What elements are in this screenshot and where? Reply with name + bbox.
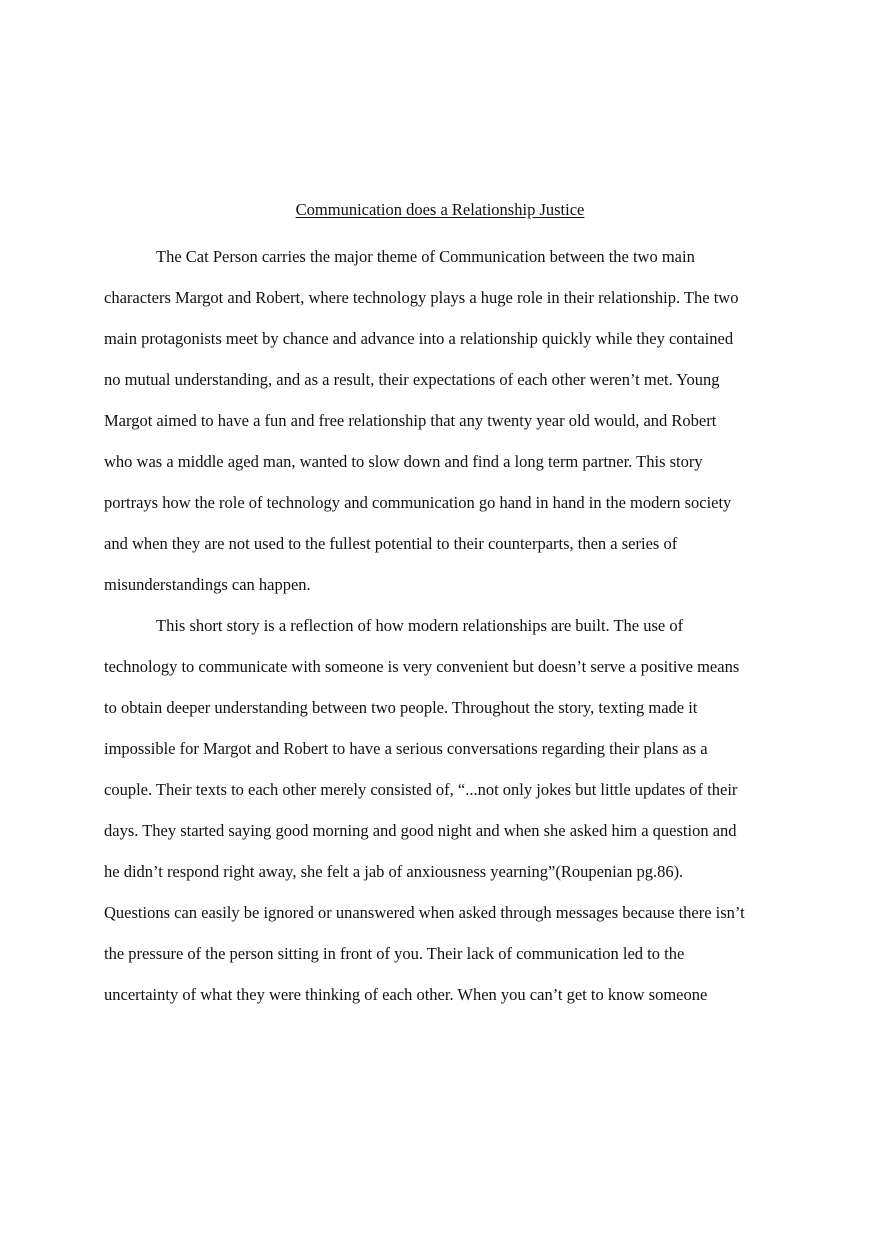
- text-line: and when they are not used to the fullest potential to their counterparts, then a series of: [104, 534, 678, 553]
- document-title: [0, 199, 880, 221]
- text-line: characters Margot and Robert, where technology plays a huge role in their relationship. The two: [104, 288, 739, 307]
- text-line: Questions can easily be ignored or unanswered when asked through messages because there isn’t: [104, 903, 745, 922]
- text-line: The Cat Person carries the major theme of Communication between the two main: [156, 247, 695, 266]
- text-line: impossible for Margot and Robert to have a serious conversations regarding their plans as a: [104, 739, 708, 758]
- text-line: uncertainty of what they were thinking of each other. When you can’t get to know someone: [104, 985, 708, 1004]
- text-line: misunderstandings can happen.: [104, 575, 311, 594]
- text-line: couple. Their texts to each other merely consisted of, “...not only jokes but little updates of their: [104, 780, 738, 799]
- document-title-text: Communication does a Relationship Justice: [295, 200, 585, 219]
- text-line: Margot aimed to have a fun and free relationship that any twenty year old would, and Robert: [104, 411, 717, 430]
- text-line: who was a middle aged man, wanted to slow down and find a long term partner. This story: [104, 452, 703, 471]
- text-line: main protagonists meet by chance and advance into a relationship quickly while they contained: [104, 329, 734, 348]
- text-line: days. They started saying good morning and good night and when she asked him a question and: [104, 821, 737, 840]
- text-line: technology to communicate with someone is very convenient but doesn’t serve a positive means: [104, 657, 740, 676]
- text-line: he didn’t respond right away, she felt a jab of anxiousness yearning”(Roupenian pg.86).: [104, 862, 684, 881]
- text-line: no mutual understanding, and as a result, their expectations of each other weren’t met. Young: [104, 370, 720, 389]
- text-line: This short story is a reflection of how modern relationships are built. The use of: [156, 616, 684, 635]
- text-line: portrays how the role of technology and communication go hand in hand in the modern society: [104, 493, 732, 512]
- text-line: to obtain deeper understanding between two people. Throughout the story, texting made it: [104, 698, 698, 717]
- text-line: the pressure of the person sitting in front of you. Their lack of communication led to the: [104, 944, 685, 963]
